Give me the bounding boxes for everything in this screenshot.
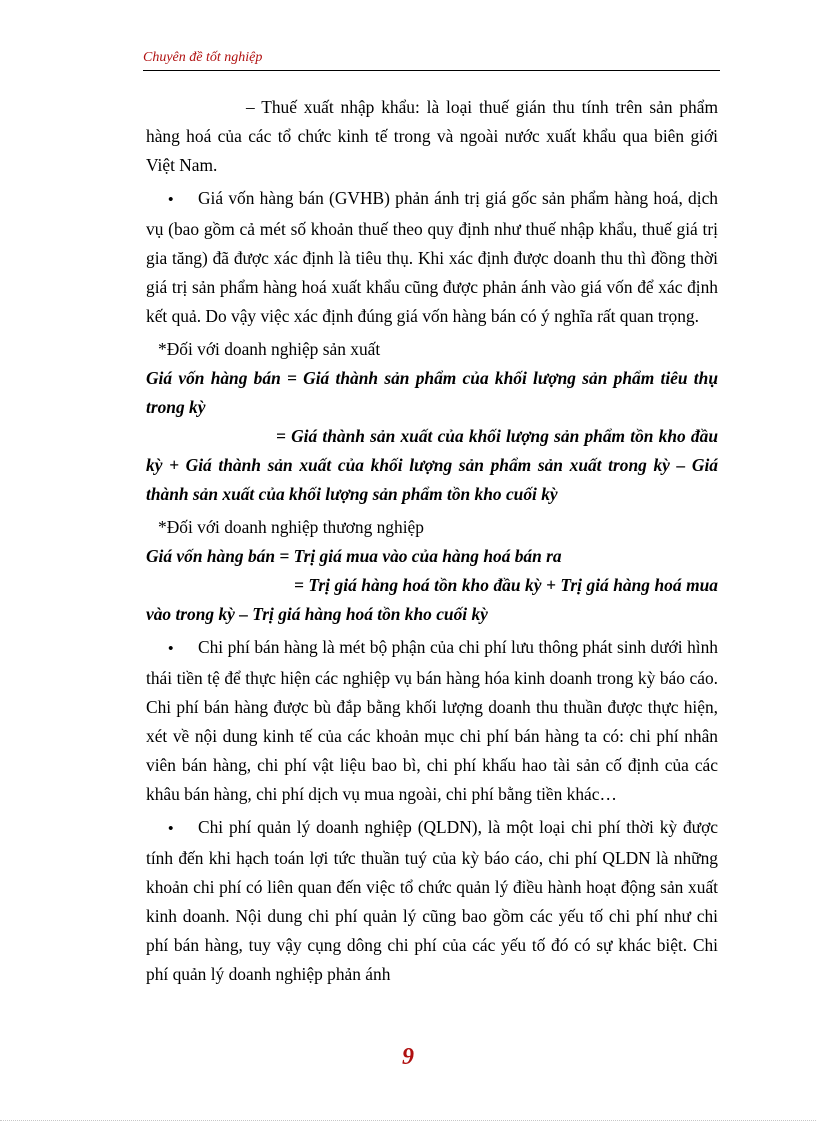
formula-manufacturing-1: Giá vốn hàng bán = Giá thành sản phẩm của khối lượng sản phẩm tiêu thụ trong kỳ (146, 368, 718, 417)
paragraph-export-tax: – Thuế xuất nhập khẩu: là loại thuế gián thu tính trên sản phẩm hàng hoá của các tổ chức kinh tế trong và ngoài nước xuất khẩu qua biên giới Việt Nam. (146, 97, 718, 175)
formula-trading-1: Giá vốn hàng bán = Trị giá mua vào của hàng hoá bán ra (146, 546, 562, 566)
subheading-manufacturing: *Đối với doanh nghiệp sản xuất (158, 339, 381, 359)
page-header (143, 48, 720, 71)
header-title: Chuyên đề tốt nghiệp (143, 50, 263, 65)
paragraph-admin-expenses (146, 813, 718, 989)
page-bottom-divider (0, 1120, 816, 1121)
body-text (146, 93, 718, 989)
paragraph-admin-expenses-text: Chi phí quản lý doanh nghiệp (QLDN), là một loại chi phí thời kỳ được tính đến khi hạch toán lợi tức thuần tuý của kỳ báo cáo, chi phí QLDN là những khoản chi phí có liên quan đến việc tổ chức quản lý điều hành hoạt động sản xuất kinh doanh. Nội dung chi phí quản lý cũng bao gồm các yếu tố chi phí như chi phí bán hàng, tuy vậy cụng dông chi phí của các yếu tố đó có sự khác biệt. Chi phí quản lý doanh nghiệp phản ánh (146, 817, 718, 984)
bullet-icon: • (168, 641, 174, 657)
bullet-icon: • (168, 821, 174, 837)
paragraph-cogs (146, 184, 718, 331)
paragraph-cogs-text: Giá vốn hàng bán (GVHB) phản ánh trị giá gốc sản phẩm hàng hoá, dịch vụ (bao gồm cả mét số khoản thuế theo quy định như thuế nhập khẩu, thuế giá trị gia tăng) đã được xác định là tiêu thụ. Khi xác định được doanh thu thì đồng thời giá trị sản phẩm hàng hoá xuất khẩu cũng được phản ánh vào giá vốn để xác định kết quả. Do vậy việc xác định đúng giá vốn hàng bán có ý nghĩa rất quan trọng. (146, 188, 718, 326)
subheading-trading: *Đối với doanh nghiệp thương nghiệp (158, 517, 424, 537)
formula-manufacturing-2: = Giá thành sản xuất của khối lượng sản phẩm tồn kho đầu kỳ + Giá thành sản xuất của khối lượng sản phẩm sản xuất trong kỳ – Giá thành sản xuất của khối lượng sản phẩm tồn kho cuối kỳ (146, 426, 718, 504)
formula-trading-2: = Trị giá hàng hoá tồn kho đầu kỳ + Trị giá hàng hoá mua vào trong kỳ – Trị giá hàng hoá tồn kho cuối kỳ (146, 575, 718, 624)
paragraph-selling-expenses-text: Chi phí bán hàng là mét bộ phận của chi phí lưu thông phát sinh dưới hình thái tiền tệ để thực hiện các nghiệp vụ bán hàng hóa kinh doanh trong kỳ báo cáo. Chi phí bán hàng được bù đắp bằng khối lượng doanh thu thuần được thực hiện, xét về nội dung kinh tế của các khoản mục chi phí bán hàng ta có: chi phí nhân viên bán hàng, chi phí vật liệu bao bì, chi phí khấu hao tài sản cố định của các khâu bán hàng, chi phí dịch vụ mua ngoài, chi phí bằng tiền khác… (146, 637, 718, 804)
bullet-icon: • (168, 192, 174, 208)
page-number: 9 (402, 1044, 414, 1070)
paragraph-selling-expenses (146, 633, 718, 809)
